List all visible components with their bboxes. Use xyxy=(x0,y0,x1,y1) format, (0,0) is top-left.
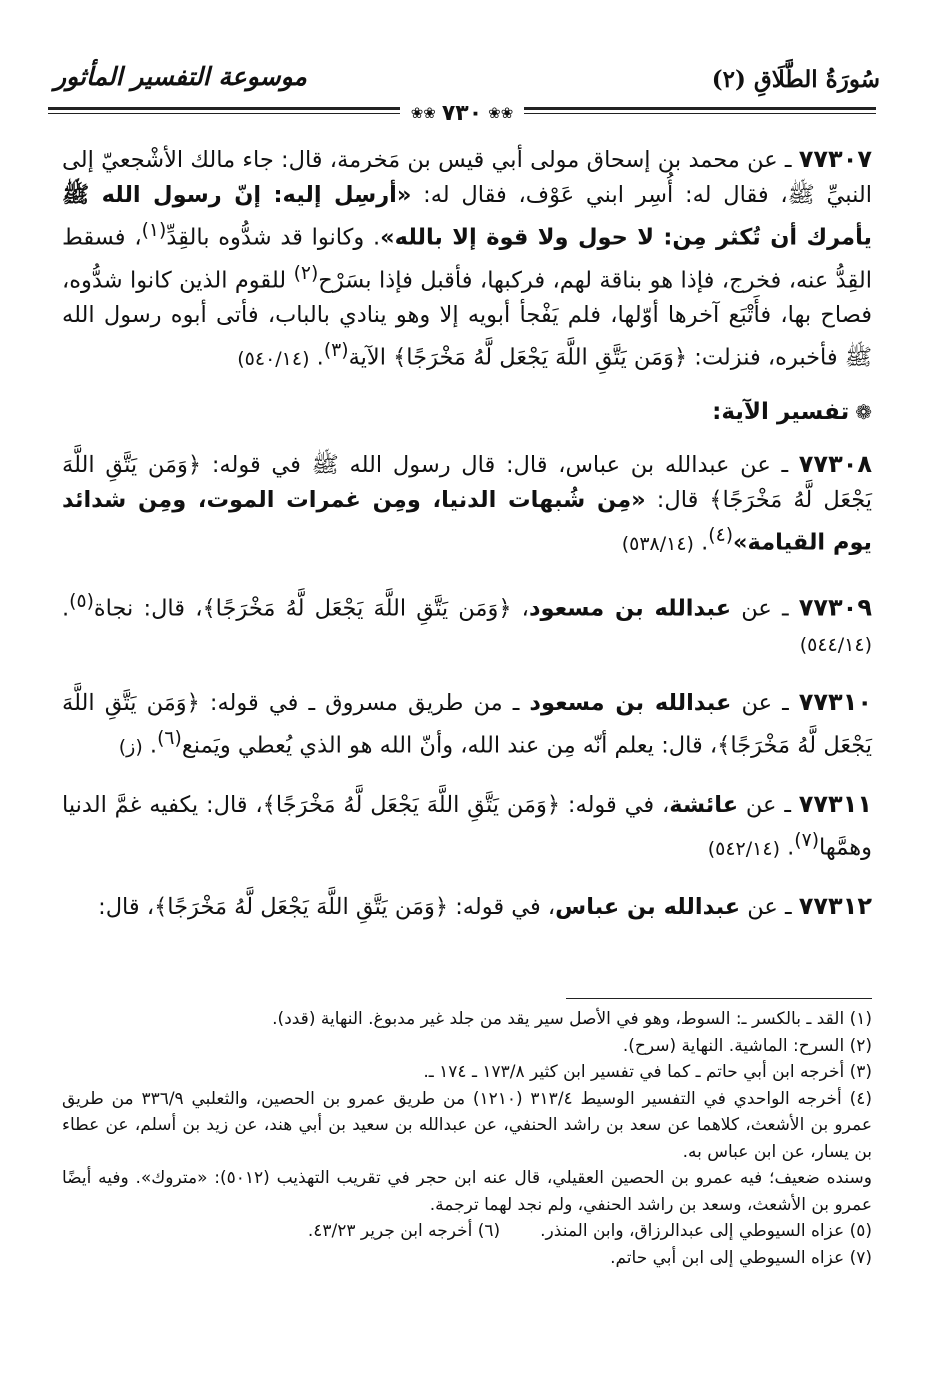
page-number-box xyxy=(400,98,524,128)
book-title: موسوعة التفسير المأثور xyxy=(54,62,307,91)
quran-verse: ﴿وَمَن يَتَّقِ اللَّهَ يَجْعَل لَّهُ مَخْرَجًا﴾ xyxy=(262,792,561,818)
entry-77312 xyxy=(62,889,872,925)
flower-icon: ❁ xyxy=(855,399,872,424)
entry-text: ، قال: xyxy=(98,894,155,920)
entry-text: . xyxy=(309,344,324,371)
section-heading-text: تفسير الآية: xyxy=(712,398,850,425)
entry-number: ٧٧٣١٢ xyxy=(798,892,872,920)
entry-77309 xyxy=(62,584,872,663)
entry-text: ، في قوله: xyxy=(448,894,556,920)
hadith-text: «مِن شُبهات الدنيا، ومِن غمرات الموت، ومِن شدائد يوم القيامة» xyxy=(62,487,872,556)
entry-text: للقوم الذين كانوا شدُّوه، فصاح بها، فأَتْبَع آخرها أوّلها، فلم يَفْجأ أبويه إلا وهو ينادي بالباب، فأتى أبوه رسول الله ﷺ فأخبره، فنزلت: xyxy=(62,267,872,371)
entry-text: . xyxy=(693,529,709,556)
entry-text: ، قال: يعلم أنّه مِن عند الله، وأنّ الله هو الذي يُعطي ويَمنع xyxy=(181,732,718,759)
main-text xyxy=(62,142,872,939)
entry-77308 xyxy=(62,447,872,562)
volume-ref: (٥٤٢/١٤) xyxy=(707,837,780,860)
entry-text: ، فسقط القِدُّ عنه، فخرج، فإذا هو بناقة لهم، فركبها، فأقبل فإذا بسَرْح xyxy=(62,224,872,293)
quran-verse: ﴿وَمَن يَتَّقِ اللَّهَ يَجْعَل لَّهُ مَخْرَجًا﴾ xyxy=(154,894,449,920)
quran-verse: ﴿وَمَن يَتَّقِ اللَّهَ يَجْعَل لَّهُ مَخْرَجًا﴾ xyxy=(62,690,872,759)
footnote-row xyxy=(62,1218,872,1245)
entry-text: ، قال: يكفيه غمَّ الدنيا وهمَّها xyxy=(62,792,872,861)
ornament-icon: ❀❀ xyxy=(488,104,514,122)
footnote-ref: (١) xyxy=(141,220,167,241)
entry-text: ـ عن عبدالله بن عباس، قال: قال رسول الله ﷺ في قوله: xyxy=(201,452,799,478)
entry-text: ، xyxy=(511,595,529,622)
volume-ref: (ز) xyxy=(118,735,143,758)
entry-text: ـ عن xyxy=(740,894,799,920)
entry-text: ـ عن xyxy=(731,690,799,716)
footnote-ref: (٤) xyxy=(708,525,734,546)
footnote: (١) القد ـ بالكسر ـ: السوط، وهو في الأصل سير يقد من جلد غير مدبوغ. النهاية (قدد). xyxy=(272,1009,872,1029)
footnote: (٥) عزاه السيوطي إلى عبدالرزاق، وابن المنذر. xyxy=(540,1221,872,1241)
footnote: (٤) أخرجه الواحدي في التفسير الوسيط ٣١٣/٤ (١٢١٠) من طريق عمرو بن الحصين، والثعلبي ٣٣٦/٩ من طريق عمرو بن الأشعث، كلاهما عن سعد بن راشد الحنفي، عن عبدالله بن سعيد بن أبي هند، عن زيد بن أسلم، عن عطاء بن يسار، عن ابن عباس به. xyxy=(62,1088,872,1162)
footnote: (٢) السرح: الماشية. النهاية (سرح). xyxy=(622,1035,872,1056)
volume-ref: (٥٤٤/١٤) xyxy=(799,633,872,656)
entry-text: . xyxy=(779,834,795,861)
quran-verse: ﴿وَمَن يَتَّقِ اللَّهَ يَجْعَل لَّهُ مَخْرَجًا﴾ xyxy=(62,452,873,513)
volume-ref: (٥٤٠/١٤) xyxy=(237,347,310,370)
footnote: وسنده ضعيف؛ فيه عمرو بن الحصين العقيلي، قال عنه ابن حجر في تقريب التهذيب (٥٠١٢): «متروك». وفيه أيضًا عمرو بن الأشعث، وسعد بن راشد الحنفي، ولم نجد لهما ترجمة. xyxy=(62,1168,872,1215)
entry-text: . xyxy=(142,732,158,759)
entry-text: ـ من طريق مسروق ـ في قوله: xyxy=(199,690,530,716)
quran-verse: ﴿وَمَن يَتَّقِ اللَّهَ يَجْعَل لَّهُ مَخْرَجًا﴾ xyxy=(393,344,688,371)
entry-number: ٧٧٣٠٩ xyxy=(798,593,872,622)
entry-text: الآية xyxy=(348,344,394,371)
narrator-name: عبدالله بن مسعود xyxy=(529,690,732,716)
entry-77311 xyxy=(62,787,872,867)
entry-text: ، قال: نجاة xyxy=(93,595,203,622)
entry-text: ـ عن محمد بن إسحاق مولى أبي قيس بن مَخرمة، قال: جاء مالك الأشْجعيّ إلى النبيِّ ﷺ، فقال له: أُسِر ابني عَوْف، فقال له: xyxy=(62,147,872,208)
entry-text: قال: xyxy=(645,487,710,513)
entry-77310 xyxy=(62,685,872,765)
footnote-ref: (٢) xyxy=(293,262,319,284)
entry-number: ٧٧٣١١ xyxy=(798,790,872,818)
entry-text: ـ عن xyxy=(738,792,799,818)
entry-text: ، في قوله: xyxy=(560,792,670,818)
volume-ref: (٥٣٨/١٤) xyxy=(621,532,694,555)
entry-77307 xyxy=(62,142,872,377)
footnote: (٦) أخرجه ابن جرير ٤٣/٢٣. xyxy=(307,1221,501,1241)
entry-text: . وكانوا قد شدُّوه بالقِدِّ xyxy=(166,224,381,251)
entry-text: . xyxy=(62,595,70,622)
footnote-rule xyxy=(566,998,872,999)
narrator-name: عائشة xyxy=(669,792,739,818)
entry-number: ٧٧٣٠٨ xyxy=(798,450,873,478)
footnote-ref: (٧) xyxy=(794,830,820,851)
footnote-ref: (٣) xyxy=(323,340,349,361)
ornament-icon: ❀❀ xyxy=(410,104,436,122)
entry-text: ـ عن xyxy=(731,595,799,622)
section-heading xyxy=(62,399,872,425)
footnote-ref: (٦) xyxy=(157,728,182,749)
footnote: (٣) أخرجه ابن أبي حاتم ـ كما في تفسير ابن كثير ١٧٣/٨ ـ ١٧٤ ـ. xyxy=(423,1062,872,1082)
footnotes xyxy=(62,1006,872,1271)
surah-title: سُورَةُ الطَّلَاقِ (٢) xyxy=(711,66,880,93)
footnote: (٧) عزاه السيوطي إلى ابن أبي حاتم. xyxy=(610,1247,872,1268)
footnote-ref: (٥) xyxy=(69,591,94,612)
page-number: ٧٣٠ xyxy=(441,100,483,126)
quran-verse: ﴿وَمَن يَتَّقِ اللَّهَ يَجْعَل لَّهُ مَخْرَجًا﴾ xyxy=(202,595,512,622)
hadith-text: «أرسِل إليه: إنّ رسول الله ﷺ يأمرك أن تُكثر مِن: لا حول ولا قوة إلا بالله» xyxy=(62,182,872,251)
entry-number: ٧٧٣٠٧ xyxy=(798,145,872,173)
narrator-name: عبدالله بن مسعود xyxy=(528,595,732,622)
narrator-name: عبدالله بن عباس xyxy=(555,894,741,920)
entry-number: ٧٧٣١٠ xyxy=(798,688,872,716)
